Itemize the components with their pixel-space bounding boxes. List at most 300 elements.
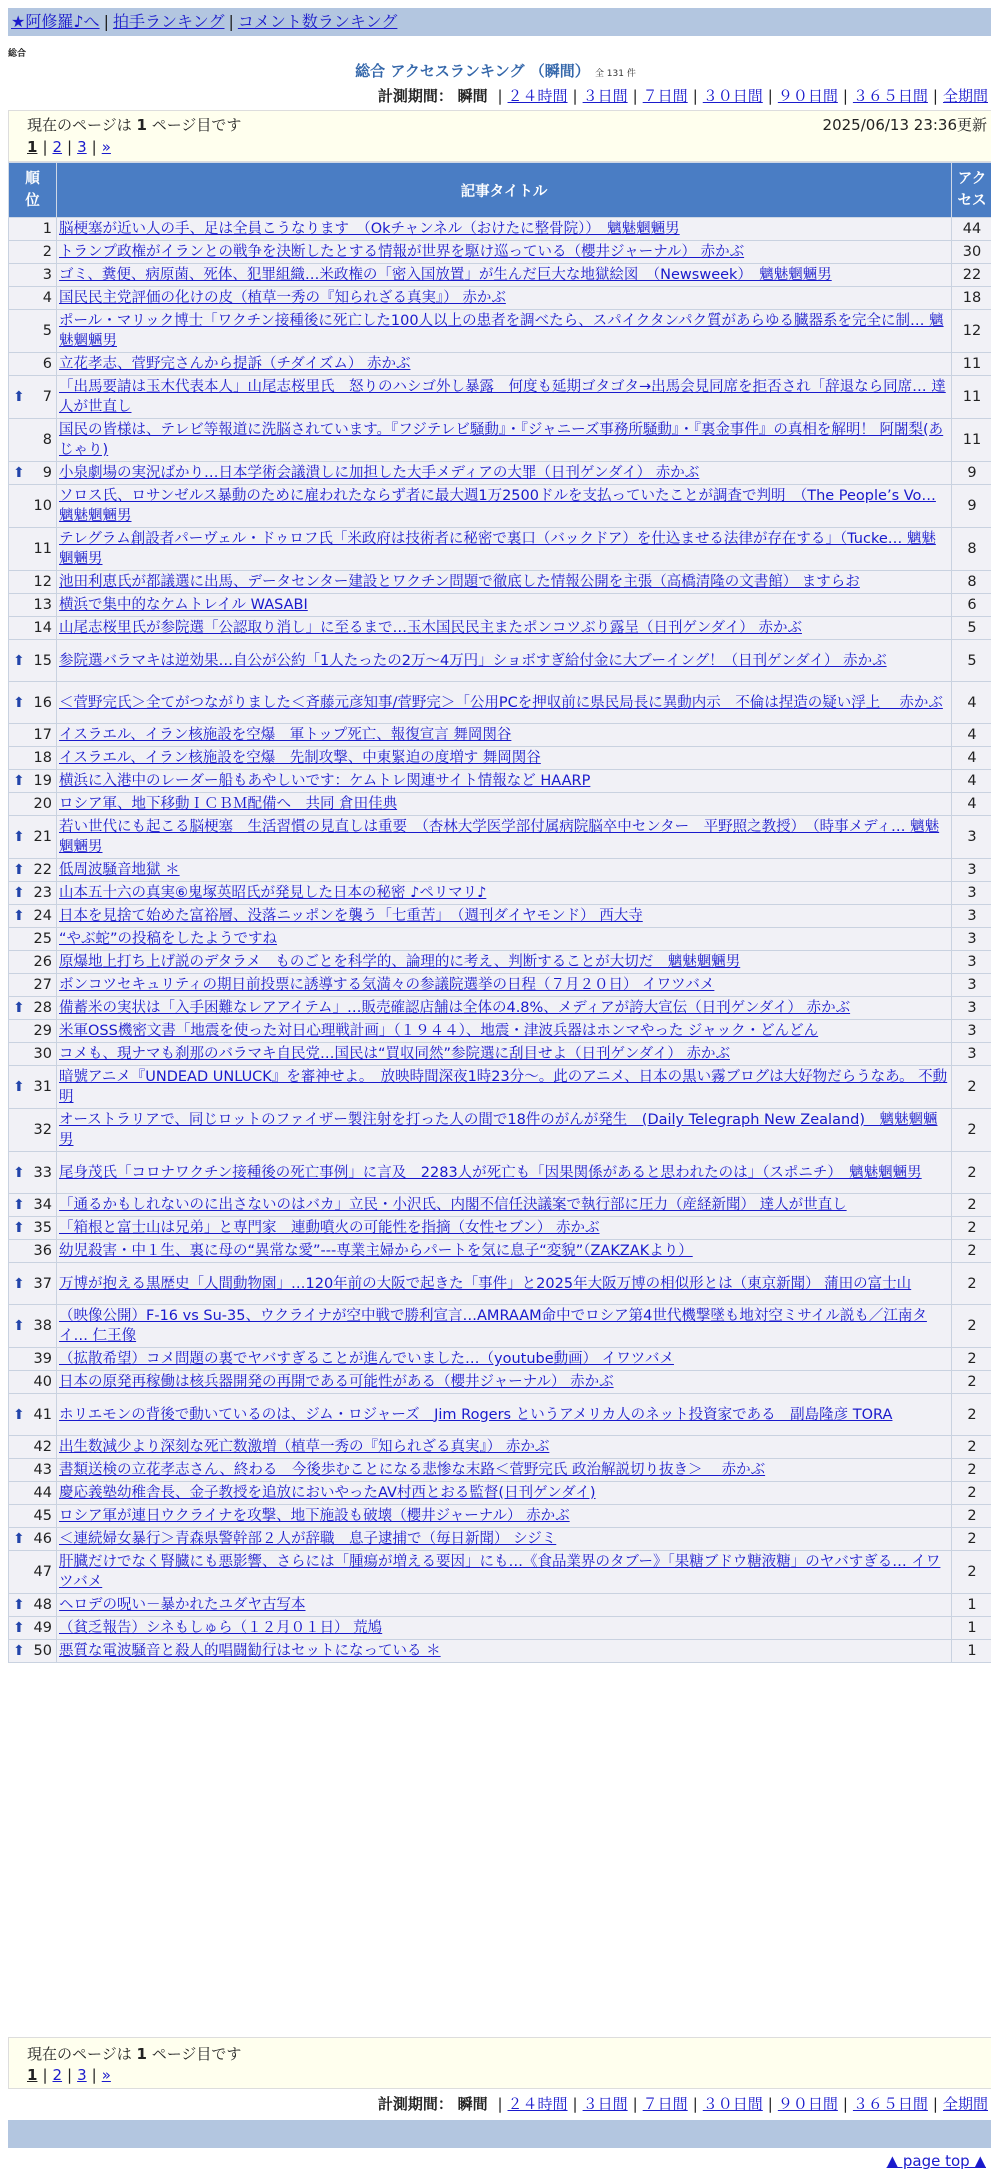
access-count: 2	[952, 1240, 991, 1263]
article-link[interactable]: テレグラム創設者パーヴェル・ドゥロフ氏「米政府は技術者に秘密で裏口（バックドア）を仕込ませる法律が存在する」（Tucke… 魑魅魍魎男	[59, 531, 936, 567]
title-cell	[57, 816, 952, 859]
rank-number: 45	[33, 1508, 52, 1524]
title-cell	[57, 1436, 952, 1459]
rank-cell	[9, 462, 57, 485]
article-link[interactable]: 横浜で集中的なケムトレイル WASABI	[59, 597, 308, 613]
rank-number: 26	[33, 954, 52, 970]
article-link[interactable]: 慶応義塾幼稚舎長、金子教授を追放においやったAV村西とおる監督(日刊ゲンダイ)	[59, 1485, 596, 1501]
article-link[interactable]: 「通るかもしれないのに出さないのはバカ」立民・小沢氏、内閣不信任決議案で執行部に圧力（産経新聞） 達人が世直し	[59, 1197, 847, 1213]
up-arrow-icon: ⬆	[13, 1275, 25, 1292]
article-link[interactable]: 出生数減少より深刻な死亡数激増（植草一秀の『知られざる真実』） 赤かぶ	[59, 1439, 550, 1455]
table-row	[9, 1459, 991, 1482]
access-count: 18	[952, 287, 991, 310]
rank-cell	[9, 1043, 57, 1066]
separator: |	[67, 2066, 73, 2084]
period-link[interactable]: ３０日間	[702, 87, 763, 105]
home-link[interactable]: ★阿修羅♪へ	[11, 12, 100, 31]
header-title: 記事タイトル	[57, 163, 952, 218]
title-cell	[57, 1617, 952, 1640]
article-link[interactable]: 幼児殺害・中１生、裏に母の“異常な愛”---専業主婦からパートを気に息子“変貌”（ZAKZAKより）	[59, 1243, 693, 1259]
separator: |	[932, 2095, 938, 2113]
article-link[interactable]: オーストラリアで、同じロットのファイザー製注射を打った人の間で18件のがんが発生 (Daily Telegraph New Zealand) 魑魅魍魎男	[59, 1112, 938, 1148]
table-row	[9, 1551, 991, 1594]
pager-page-link[interactable]: 2	[52, 138, 63, 156]
top-nav-bar	[8, 8, 991, 36]
rank-number: 12	[33, 574, 52, 590]
access-count: 9	[952, 485, 991, 528]
rank-cell	[9, 1617, 57, 1640]
period-link[interactable]: ３６５日間	[852, 2095, 928, 2113]
table-row	[9, 1217, 991, 1240]
period-link[interactable]: 全期間	[942, 2095, 988, 2113]
rank-number: 19	[33, 773, 52, 789]
rank-cell	[9, 485, 57, 528]
rank-number: 15	[33, 652, 52, 669]
article-link[interactable]: 山尾志桜里氏が参院選「公認取り消し」に至るまで…玉木国民民主またポンコツぶり露呈（日刊ゲンダイ） 赤かぶ	[59, 620, 802, 636]
separator: |	[767, 87, 773, 105]
article-link[interactable]: 万博が抱える黒歴史「人間動物園」…120年前の大阪で起きた「事件」と2025年大阪万博の相似形とは（東京新聞） 蒲田の富士山	[59, 1275, 912, 1292]
title-cell	[57, 1505, 952, 1528]
access-count: 3	[952, 882, 991, 905]
access-count: 1	[952, 1594, 991, 1617]
table-row	[9, 1020, 991, 1043]
access-count: 9	[952, 462, 991, 485]
rank-number: 48	[33, 1597, 52, 1613]
table-row	[9, 241, 991, 264]
rank-cell	[9, 1217, 57, 1240]
access-count: 2	[952, 1436, 991, 1459]
title-cell	[57, 882, 952, 905]
table-row	[9, 571, 991, 594]
article-link[interactable]: “やぶ蛇”の投稿をしたようですね	[59, 931, 278, 947]
article-link[interactable]: トランプ政権がイランとの戦争を決断したとする情報が世界を駆け巡っている（櫻井ジャーナル） 赤かぶ	[59, 244, 745, 260]
title-cell	[57, 376, 952, 419]
access-count: 4	[952, 682, 991, 724]
article-link[interactable]: 書類送検の立花孝志さん、終わる 今後歩むことになる悲惨な末路＜菅野完氏 政治解説切り抜き＞ 赤かぶ	[59, 1462, 766, 1478]
article-link[interactable]: 備蓄米の実状は「入手困難なレアアイテム」…販売確認店舗は全体の4.8%、メディアが誇大宣伝（日刊ゲンダイ） 赤かぶ	[59, 1000, 851, 1016]
title-cell	[57, 287, 952, 310]
table-row	[9, 1263, 991, 1305]
article-link[interactable]: （拡散希望）コメ問題の裏でヤバすぎることが進んでいました…（youtube動画） イワツバメ	[59, 1351, 674, 1367]
separator: |	[842, 2095, 848, 2113]
table-row	[9, 682, 991, 724]
period-link[interactable]: ７日間	[642, 2095, 688, 2113]
rank-cell	[9, 594, 57, 617]
up-arrow-icon: ⬆	[13, 1079, 25, 1095]
table-row	[9, 997, 991, 1020]
table-row	[9, 1043, 991, 1066]
article-link[interactable]: イスラエル、イラン核施設を空爆 軍トップ死亡、報復宣言 舞岡関谷	[59, 727, 512, 743]
title-cell	[57, 1594, 952, 1617]
up-arrow-icon: ⬆	[13, 1000, 25, 1016]
up-arrow-icon: ⬆	[13, 908, 25, 924]
access-count: 8	[952, 528, 991, 571]
article-link[interactable]: ヘロデの呪い－暴かれたユダヤ古写本	[59, 1597, 306, 1613]
current-page-prefix: 現在のページは	[27, 2045, 137, 2063]
rank-number: 40	[33, 1374, 52, 1390]
access-count: 3	[952, 1043, 991, 1066]
article-link[interactable]: 肝臓だけでなく腎臓にも悪影響、さらには「腫瘍が増える要因」にも…《食品業界のタブー》「果糖ブドウ糖液糖」のヤバすぎる… イワツバメ	[59, 1554, 941, 1590]
rank-number: 36	[33, 1243, 52, 1259]
table-row	[9, 1371, 991, 1394]
table-row	[9, 747, 991, 770]
rank-cell	[9, 218, 57, 241]
table-row	[9, 1528, 991, 1551]
access-count: 1	[952, 1617, 991, 1640]
table-row	[9, 974, 991, 997]
access-count: 2	[952, 1194, 991, 1217]
table-row	[9, 1394, 991, 1436]
rank-cell	[9, 997, 57, 1020]
table-row	[9, 793, 991, 816]
rank-number: 39	[33, 1351, 52, 1367]
rank-number: 7	[42, 389, 52, 405]
title-cell	[57, 1020, 952, 1043]
title-cell	[57, 310, 952, 353]
rank-cell	[9, 859, 57, 882]
rank-number: 23	[33, 885, 52, 901]
up-arrow-icon: ⬆	[13, 465, 25, 481]
current-page-prefix: 現在のページは	[27, 116, 137, 134]
article-link[interactable]: 横浜に入港中のレーダー船もあやしいです：ケムトレ関連サイト情報など HAARP	[59, 773, 591, 789]
title-cell	[57, 617, 952, 640]
table-row	[9, 419, 991, 462]
access-count: 2	[952, 1482, 991, 1505]
current-page-text	[27, 2043, 241, 2064]
up-arrow-icon: ⬆	[13, 1643, 25, 1659]
ranking-table-body	[9, 218, 991, 1663]
title-cell	[57, 1482, 952, 1505]
rank-number: 37	[33, 1275, 52, 1292]
title-cell	[57, 997, 952, 1020]
table-row	[9, 770, 991, 793]
article-link[interactable]: イスラエル、イラン核施設を空爆 先制攻撃、中東緊迫の度増す 舞岡関谷	[59, 750, 541, 766]
title-cell	[57, 1640, 952, 1663]
article-link[interactable]: （貧乏報告）シネもしゅら（１２月０１日） 荒鳩	[59, 1620, 383, 1636]
rank-cell	[9, 419, 57, 462]
table-row	[9, 1066, 991, 1109]
table-row	[9, 1348, 991, 1371]
access-count: 3	[952, 905, 991, 928]
article-link[interactable]: 日本の原発再稼働は核兵器開発の再開である可能性がある（櫻井ジャーナル） 赤かぶ	[59, 1374, 614, 1390]
rank-number: 42	[33, 1439, 52, 1455]
access-count: 12	[952, 310, 991, 353]
period-link[interactable]: ２４時間	[507, 87, 568, 105]
period-link[interactable]: ２４時間	[507, 2095, 568, 2113]
rank-number: 17	[33, 727, 52, 743]
rank-cell	[9, 353, 57, 376]
rank-number: 49	[33, 1620, 52, 1636]
period-links	[492, 2095, 988, 2113]
rank-number: 41	[33, 1406, 52, 1423]
rank-cell	[9, 241, 57, 264]
rank-number: 25	[33, 931, 52, 947]
period-link[interactable]: ３日間	[582, 87, 628, 105]
title-cell	[57, 1043, 952, 1066]
rank-cell	[9, 1528, 57, 1551]
article-link[interactable]: ホリエモンの背後で動いているのは、ジム・ロジャーズ Jim Rogers というアメリカ人のネット投資家である 副島隆彦 TORA	[59, 1406, 893, 1423]
article-link[interactable]: 立花孝志、菅野完さんから提訴（チダイズム） 赤かぶ	[59, 356, 411, 372]
clap-ranking-link[interactable]: 拍手ランキング	[112, 12, 225, 31]
access-count: 2	[952, 1348, 991, 1371]
rank-number: 3	[42, 267, 52, 283]
rank-cell	[9, 528, 57, 571]
pager-next-link[interactable]: »	[101, 2066, 111, 2084]
table-row	[9, 264, 991, 287]
pager-page-link[interactable]: 2	[52, 2066, 63, 2084]
table-row	[9, 1109, 991, 1152]
rank-number: 43	[33, 1462, 52, 1478]
separator: |	[692, 2095, 698, 2113]
article-link[interactable]: 「出馬要請は玉木代表本人」山尾志桜里氏 怒りのハシゴ外し暴露 何度も延期ゴタゴタ→出馬会見同席を拒否され「辞退なら同席… 達人が世直し	[59, 379, 946, 415]
separator: |	[42, 138, 48, 156]
rank-number: 20	[33, 796, 52, 812]
separator: |	[572, 87, 578, 105]
title-cell	[57, 571, 952, 594]
article-link[interactable]: 小泉劇場の実況ばかり…日本学術会議潰しに加担した大手メディアの大罪（日刊ゲンダイ） 赤かぶ	[59, 465, 700, 481]
page-title-text: 総合 アクセスランキング （瞬間）	[355, 62, 590, 80]
access-count: 5	[952, 640, 991, 682]
up-arrow-icon: ⬆	[13, 773, 25, 789]
page-top-link[interactable]: ▲ page top ▲	[886, 2152, 986, 2170]
table-row	[9, 928, 991, 951]
access-count: 4	[952, 770, 991, 793]
pager-page-link[interactable]: 3	[77, 138, 87, 156]
article-link[interactable]: 脳梗塞が近い人の手、足は全員こうなります （Okチャンネル（おけたに整骨院）） 魑魅魍魎男	[59, 221, 680, 237]
rank-cell	[9, 1305, 57, 1348]
rank-number: 18	[33, 750, 52, 766]
article-link[interactable]: ゴミ、糞便、病原菌、死体、犯罪組織…米政権の「密入国放置」が生んだ巨大な地獄絵図 （Newsweek） 魑魅魍魎男	[59, 267, 832, 283]
rank-number: 29	[33, 1023, 52, 1039]
article-link[interactable]: 暗號アニメ『UNDEAD UNLUCK』を審神せよ。 放映時間深夜1時23分～。此のアニメ、日本の黒い霧ブログは大好物だらうなあ。 不動明	[59, 1069, 948, 1105]
title-cell	[57, 1240, 952, 1263]
table-row	[9, 1640, 991, 1663]
separator: |	[497, 2095, 503, 2113]
article-link[interactable]: 山本五十六の真実⑥鬼塚英昭氏が発見した日本の秘密 ♪ペリマリ♪	[59, 885, 487, 901]
period-link[interactable]: ９０日間	[777, 87, 838, 105]
article-link[interactable]: 若い世代にも起こる脳梗塞 生活習慣の見直しは重要 （杏林大学医学部付属病院脳卒中センター 平野照之教授） （時事メディ… 魑魅魍魎男	[59, 819, 940, 855]
access-count: 3	[952, 974, 991, 997]
current-page-text	[27, 114, 241, 135]
separator: |	[91, 2066, 97, 2084]
rank-number: 24	[33, 908, 52, 924]
comment-ranking-link[interactable]: コメント数ランキング	[237, 12, 398, 31]
title-cell	[57, 1194, 952, 1217]
article-link[interactable]: ロシア軍、地下移動ＩＣＢＭ配備へ 共同 倉田佳典	[59, 796, 398, 812]
separator: |	[67, 138, 73, 156]
rank-cell	[9, 1109, 57, 1152]
rank-number: 2	[42, 244, 52, 260]
article-link[interactable]: 国民の皆様は、テレビ等報道に洗脳されています。『フジテレビ騒動』・『ジャニーズ事務所騒動』・『裏金事件』の真相を解明！ 阿闍梨(あじゃり)	[59, 422, 944, 458]
title-cell	[57, 859, 952, 882]
title-cell	[57, 528, 952, 571]
period-selector-top	[378, 85, 988, 106]
rank-cell	[9, 1194, 57, 1217]
table-row	[9, 1240, 991, 1263]
period-link[interactable]: ９０日間	[777, 2095, 838, 2113]
rank-cell	[9, 1348, 57, 1371]
pager-current-page: 1	[27, 2066, 38, 2084]
article-link[interactable]: 池田利恵氏が都議選に出馬、データセンター建設とワクチン問題で徹底した情報公開を主張（高橋清隆の文書館） ますらお	[59, 574, 860, 590]
rank-cell	[9, 264, 57, 287]
rank-cell	[9, 724, 57, 747]
rank-cell	[9, 1505, 57, 1528]
article-link[interactable]: 国民民主党評価の化けの皮（植草一秀の『知られざる真実』） 赤かぶ	[59, 290, 506, 306]
title-cell	[57, 1066, 952, 1109]
period-link[interactable]: 全期間	[942, 87, 988, 105]
article-link[interactable]: ＜菅野完氏＞全てがつながりました＜斉藤元彦知事/菅野完＞「公用PCを押収前に県民局長に異動内示 不倫は捏造の疑い浮上 赤かぶ	[59, 694, 943, 711]
rank-number: 32	[33, 1122, 52, 1138]
title-cell	[57, 1394, 952, 1436]
period-link[interactable]: ３０日間	[702, 2095, 763, 2113]
rank-cell	[9, 816, 57, 859]
access-count: 2	[952, 1459, 991, 1482]
access-count: 30	[952, 241, 991, 264]
article-link[interactable]: ロシア軍が連日ウクライナを攻撃、地下施設も破壊（櫻井ジャーナル） 赤かぶ	[59, 1508, 570, 1524]
rank-number: 16	[33, 694, 52, 711]
pager-page-link[interactable]: 3	[77, 2066, 87, 2084]
title-cell	[57, 1551, 952, 1594]
separator: |	[103, 12, 109, 31]
pagination-bottom	[27, 2066, 111, 2084]
article-link[interactable]: 日本を見捨て始めた富裕層、没落ニッポンを襲う「七重苦」 （週刊ダイヤモンド） 西大寺	[59, 908, 643, 924]
access-count: 11	[952, 419, 991, 462]
title-cell	[57, 928, 952, 951]
period-link[interactable]: ３６５日間	[852, 87, 928, 105]
access-count: 6	[952, 594, 991, 617]
period-current: 瞬間	[457, 2095, 488, 2113]
table-row	[9, 1436, 991, 1459]
period-link[interactable]: ７日間	[642, 87, 688, 105]
title-cell	[57, 1371, 952, 1394]
rank-cell	[9, 682, 57, 724]
article-link[interactable]: 「箱根と富士山は兄弟」と専門家 連動噴火の可能性を指摘（女性セブン） 赤かぶ	[59, 1220, 600, 1236]
rank-cell	[9, 376, 57, 419]
rank-cell	[9, 1152, 57, 1194]
table-row	[9, 1482, 991, 1505]
current-page-suffix: ページ目です	[146, 116, 242, 134]
table-row	[9, 951, 991, 974]
table-row	[9, 287, 991, 310]
rank-cell	[9, 1263, 57, 1305]
title-cell	[57, 264, 952, 287]
rank-number: 50	[33, 1643, 52, 1659]
article-link[interactable]: ボンコツセキュリティの期日前投票に誘導する気満々の参議院選挙の日程（７月２０日） イワツバメ	[59, 977, 715, 993]
rank-number: 14	[33, 620, 52, 636]
title-cell	[57, 1348, 952, 1371]
separator: |	[91, 138, 97, 156]
rank-cell	[9, 1482, 57, 1505]
access-count: 2	[952, 1305, 991, 1348]
access-count: 8	[952, 571, 991, 594]
rank-cell	[9, 310, 57, 353]
title-cell	[57, 682, 952, 724]
separator: |	[632, 2095, 638, 2113]
title-cell	[57, 1109, 952, 1152]
table-row	[9, 594, 991, 617]
separator: |	[767, 2095, 773, 2113]
rank-cell	[9, 770, 57, 793]
rank-cell	[9, 905, 57, 928]
access-count: 44	[952, 218, 991, 241]
separator: |	[932, 87, 938, 105]
title-cell	[57, 1305, 952, 1348]
pager-next-link[interactable]: »	[101, 138, 111, 156]
period-label: 計測期間：	[377, 2095, 453, 2113]
title-cell	[57, 419, 952, 462]
article-link[interactable]: ポール・マリック博士「ワクチン接種後に死亡した100人以上の患者を調べたら、スパイクタンパク質があらゆる臓器系を完全に制… 魑魅魍魎男	[59, 313, 944, 349]
title-cell	[57, 905, 952, 928]
rank-number: 27	[33, 977, 52, 993]
access-count: 2	[952, 1551, 991, 1594]
article-link[interactable]: （映像公開）F-16 vs Su-35、ウクライナが空中戦で勝利宣言…AMRAAM命中でロシア第4世代機撃墜も地対空ミサイル説も／江南タイ… 仁王像	[59, 1308, 927, 1344]
article-link[interactable]: 米軍OSS機密文書「地震を使った対日心理戦計画」（１９４４）、地震・津波兵器はホンマやった ジャック・どんどん	[59, 1023, 819, 1039]
period-link[interactable]: ３日間	[582, 2095, 628, 2113]
rank-cell	[9, 287, 57, 310]
up-arrow-icon: ⬆	[13, 1406, 25, 1423]
article-link[interactable]: 原爆地上打ち上げ説のデタラメ ものごとを科学的、論理的に考え、判断することが大切だ 魑魅魍魎男	[59, 954, 741, 970]
up-arrow-icon: ⬆	[13, 1197, 25, 1213]
period-label: 計測期間：	[377, 87, 453, 105]
rank-number: 8	[42, 432, 52, 448]
access-count: 3	[952, 859, 991, 882]
table-row	[9, 1152, 991, 1194]
article-link[interactable]: 参院選バラマキは逆効果…自公が公約「1人たったの2万～4万円」ショボすぎ給付金に大ブーイング！（日刊ゲンダイ） 赤かぶ	[59, 652, 887, 669]
article-link[interactable]: 低周波騒音地獄 ＊	[59, 862, 180, 878]
article-link[interactable]: ＜連続婦女暴行＞青森県警幹部２人が辞職 息子逮捕で（毎日新聞） シジミ	[59, 1531, 557, 1547]
up-arrow-icon: ⬆	[13, 829, 25, 845]
title-cell	[57, 1217, 952, 1240]
access-count: 2	[952, 1263, 991, 1305]
rank-number: 1	[42, 221, 52, 237]
title-cell	[57, 462, 952, 485]
access-count: 2	[952, 1505, 991, 1528]
access-count: 11	[952, 376, 991, 419]
header-rank: 順位	[9, 163, 57, 218]
access-count: 2	[952, 1217, 991, 1240]
current-page-number: 1	[136, 116, 147, 134]
rank-cell	[9, 1594, 57, 1617]
title-cell	[57, 218, 952, 241]
separator: |	[497, 87, 503, 105]
separator: |	[572, 2095, 578, 2113]
table-row	[9, 859, 991, 882]
title-cell	[57, 241, 952, 264]
table-row	[9, 1617, 991, 1640]
access-count: 3	[952, 997, 991, 1020]
rank-cell	[9, 1436, 57, 1459]
rank-number: 10	[33, 498, 52, 514]
rank-cell	[9, 1551, 57, 1594]
page-title	[0, 60, 991, 81]
access-count: 2	[952, 1152, 991, 1194]
article-link[interactable]: 尾身茂氏「コロナワクチン接種後の死亡事例」に言及 2283人が死亡も「因果関係があると思われたのは」（スポニチ） 魑魅魍魎男	[59, 1164, 922, 1181]
title-cell	[57, 640, 952, 682]
article-link[interactable]: ソロス氏、ロサンゼルス暴動のために雇われたならず者に最大週1万2500ドルを支払っていたことが調査で判明 （The People’s Vo… 魑魅魍魎男	[59, 488, 936, 524]
article-link[interactable]: コメも、現ナマも刹那のバラマキ自民党…国民は“買収同然”参院選に刮目せよ（日刊ゲンダイ） 赤かぶ	[59, 1046, 730, 1062]
ranking-table	[8, 162, 991, 1663]
rank-cell	[9, 1394, 57, 1436]
title-cell	[57, 1459, 952, 1482]
rank-cell	[9, 882, 57, 905]
footer-bar	[8, 2120, 991, 2148]
rank-number: 44	[33, 1485, 52, 1501]
article-link[interactable]: 悪質な電波騒音と殺人的唱闘勧行はセットになっている ＊	[59, 1643, 441, 1659]
table-row	[9, 1594, 991, 1617]
page-top-link-wrap	[887, 2152, 986, 2170]
rank-number: 5	[42, 323, 52, 339]
up-arrow-icon: ⬆	[13, 885, 25, 901]
